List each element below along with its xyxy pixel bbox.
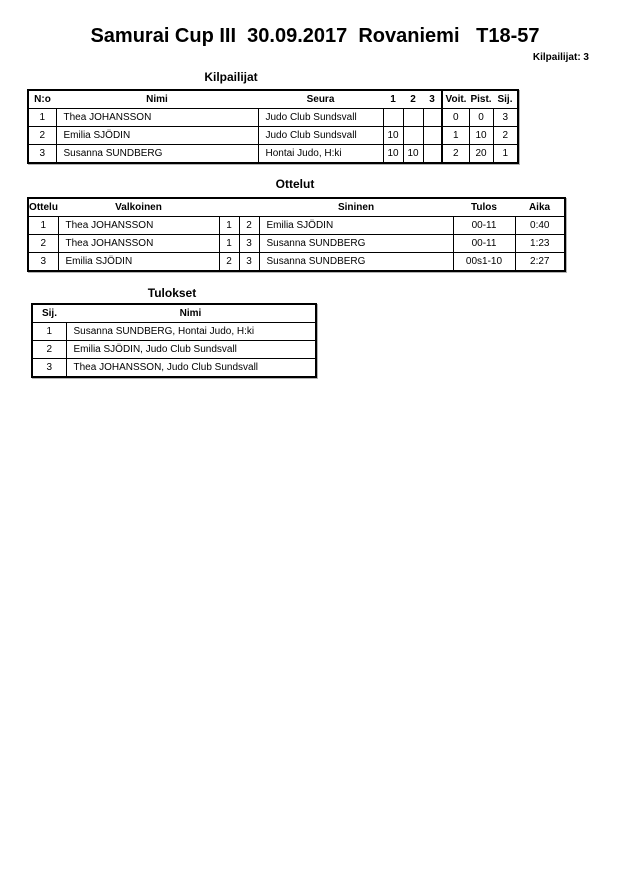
blue-player: Emilia SJÖDIN [259, 217, 453, 235]
blue-player-no: 2 [239, 217, 259, 235]
col-header-points: Pist. [469, 90, 493, 109]
blue-player-no: 3 [239, 253, 259, 272]
competitor-no: 2 [28, 127, 56, 145]
col-header-place: Sij. [493, 90, 518, 109]
results-section-title: Tulokset [147, 286, 197, 300]
points-value: 0 [469, 109, 493, 127]
result-name: Thea JOHANSSON, Judo Club Sundsvall [66, 359, 316, 378]
wins-value: 0 [442, 109, 469, 127]
points-value: 10 [469, 127, 493, 145]
match-result: 00-11 [453, 217, 515, 235]
white-player: Thea JOHANSSON [58, 235, 219, 253]
matches-section-title: Ottelut [275, 177, 315, 191]
col-header-match: Ottelu [28, 198, 58, 217]
white-player-no: 2 [219, 253, 239, 272]
competitors-table [27, 89, 519, 164]
table-row [28, 217, 565, 235]
competitors-header-row [28, 90, 518, 109]
competitor-name: Thea JOHANSSON [56, 109, 258, 127]
col-header-club: Seura [258, 90, 383, 109]
match-time: 0:40 [515, 217, 565, 235]
table-row [28, 253, 565, 272]
col-header-white-no [219, 198, 239, 217]
wins-value: 2 [442, 145, 469, 164]
competitors-section-title: Kilpailijat [204, 70, 258, 84]
col-header-no: N:o [28, 90, 56, 109]
matches-table [27, 197, 566, 272]
results-table [31, 303, 317, 378]
match-no: 1 [28, 217, 58, 235]
table-row [32, 323, 316, 341]
competitor-club: Judo Club Sundsvall [258, 109, 383, 127]
place-value: 1 [493, 145, 518, 164]
score-r1 [383, 109, 403, 127]
score-r2: 10 [403, 145, 423, 164]
white-player-no: 1 [219, 235, 239, 253]
table-row [28, 109, 518, 127]
match-time: 2:27 [515, 253, 565, 272]
result-name: Susanna SUNDBERG, Hontai Judo, H:ki [66, 323, 316, 341]
match-result: 00s1-10 [453, 253, 515, 272]
score-r3 [423, 109, 442, 127]
points-value: 20 [469, 145, 493, 164]
match-time: 1:23 [515, 235, 565, 253]
score-r3 [423, 145, 442, 164]
col-header-blue-no [239, 198, 259, 217]
score-r1: 10 [383, 145, 403, 164]
match-result: 00-11 [453, 235, 515, 253]
result-name: Emilia SJÖDIN, Judo Club Sundsvall [66, 341, 316, 359]
blue-player: Susanna SUNDBERG [259, 235, 453, 253]
table-row [32, 341, 316, 359]
match-no: 3 [28, 253, 58, 272]
matches-header-row [28, 198, 565, 217]
col-header-round3: 3 [423, 90, 442, 109]
col-header-white: Valkoinen [58, 198, 219, 217]
table-row [28, 127, 518, 145]
page-title: Samurai Cup III 30.09.2017 Rovaniemi T18-57 [90, 25, 540, 47]
col-header-name: Nimi [66, 304, 316, 323]
col-header-result: Tulos [453, 198, 515, 217]
competitor-no: 3 [28, 145, 56, 164]
place-value: 2 [493, 127, 518, 145]
table-row [32, 359, 316, 378]
col-header-name: Nimi [56, 90, 258, 109]
competitor-name: Susanna SUNDBERG [56, 145, 258, 164]
match-no: 2 [28, 235, 58, 253]
result-place: 1 [32, 323, 66, 341]
col-header-place: Sij. [32, 304, 66, 323]
score-r1: 10 [383, 127, 403, 145]
col-header-time: Aika [515, 198, 565, 217]
participants-count: Kilpailijat: 3 [532, 52, 589, 63]
score-r2 [403, 109, 423, 127]
col-header-wins: Voit. [442, 90, 469, 109]
table-row [28, 235, 565, 253]
col-header-blue: Sininen [259, 198, 453, 217]
white-player: Emilia SJÖDIN [58, 253, 219, 272]
score-r2 [403, 127, 423, 145]
table-row [28, 145, 518, 164]
competitor-no: 1 [28, 109, 56, 127]
white-player-no: 1 [219, 217, 239, 235]
result-place: 3 [32, 359, 66, 378]
blue-player-no: 3 [239, 235, 259, 253]
col-header-round1: 1 [383, 90, 403, 109]
results-header-row [32, 304, 316, 323]
competitor-name: Emilia SJÖDIN [56, 127, 258, 145]
competitor-club: Judo Club Sundsvall [258, 127, 383, 145]
white-player: Thea JOHANSSON [58, 217, 219, 235]
wins-value: 1 [442, 127, 469, 145]
blue-player: Susanna SUNDBERG [259, 253, 453, 272]
place-value: 3 [493, 109, 518, 127]
score-r3 [423, 127, 442, 145]
col-header-round2: 2 [403, 90, 423, 109]
result-place: 2 [32, 341, 66, 359]
competitor-club: Hontai Judo, H:ki [258, 145, 383, 164]
